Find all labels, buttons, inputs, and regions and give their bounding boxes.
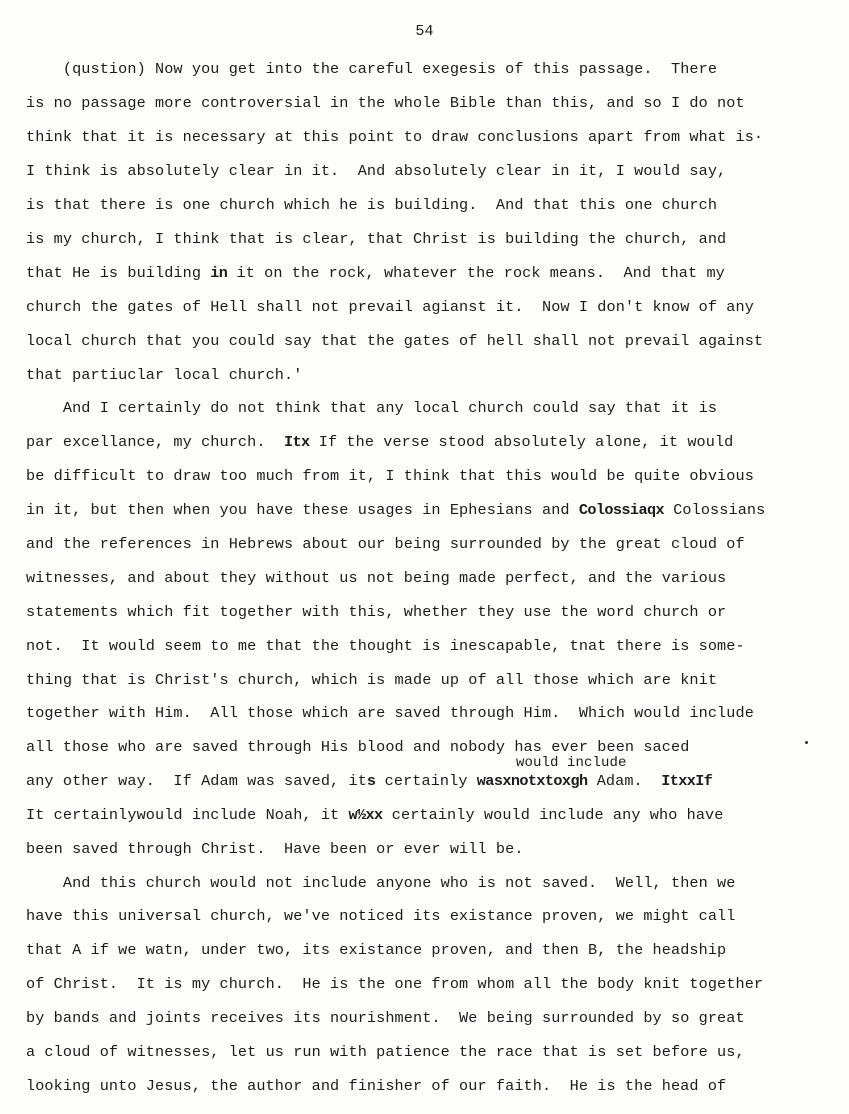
text-line-10: that partiuclar local church.' [26,366,303,384]
struck-out-text: Itx [284,433,310,451]
text-line-4: I think is absolutely clear in it. And absolutely clear in it, I would say, [26,162,727,180]
text-line-22 [26,771,712,791]
text-line-12 [26,432,733,452]
struck-out-text: w½xx [348,806,383,824]
text-line-31: looking unto Jesus, the author and finisher of our faith. He is the head of [26,1077,727,1095]
text-line-14 [26,500,765,520]
text-line-3: think that it is necessary at this point to draw conclusions apart from what is· [26,128,764,146]
line-12-rest: If the verse stood absolutely alone, it would [309,433,734,451]
stray-mark [805,741,808,744]
line-12-start: par excellance, my church. [26,433,284,451]
line-23-rest: certainly would include any who have [382,806,724,824]
text-line-30: a cloud of witnesses, let us run with patience the race that is set before us, [26,1043,745,1061]
text-line-23 [26,805,723,825]
text-line-26: have this universal church, we've noticed its existance proven, we might call [26,907,736,925]
interlinear-insertion: would include [516,755,627,771]
text-line-15: and the references in Hebrews about our being surrounded by the great cloud of [26,535,745,553]
text-line-6: is my church, I think that is clear, that Christ is building the church, and [26,230,727,248]
text-line-8: church the gates of Hell shall not prevail agianst it. Now I don't know of any [26,298,754,316]
page-number: 54 [415,23,434,40]
text-line-29: by bands and joints receives its nourishment. We being surrounded by so great [26,1009,745,1027]
text-line-18: not. It would seem to me that the thought is inescapable, tnat there is some- [26,637,745,655]
struck-out-text: in [210,264,228,282]
text-line-13: be difficult to draw too much from it, I think that this would be quite obvious [26,467,754,485]
text-line-17: statements which fit together with this, whether they use the word church or [26,603,727,621]
line-7-start: that He is building [26,264,211,282]
line-22-mid: certainly [375,772,477,790]
text-line-2: is no passage more controversial in the whole Bible than this, and so I do not [26,94,745,112]
struck-out-text: wasxnotxtoxgh [476,772,588,790]
text-line-24: been saved through Christ. Have been or ever will be. [26,840,524,858]
line-23-start: It certainlywould include Noah, it [26,806,349,824]
line-22-rest: Adam. [587,772,662,790]
struck-out-text: Colossiaqx [578,501,664,519]
text-line-9: local church that you could say that the gates of hell shall not prevail against [26,332,764,350]
struck-out-text-end: ItxxIf [661,772,713,790]
text-line-5: is that there is one church which he is building. And that this one church [26,196,718,214]
text-line-1: (qustion) Now you get into the careful exegesis of this passage. There [26,60,718,78]
text-line-11: And I certainly do not think that any local church could say that it is [26,399,718,417]
text-line-19: thing that is Christ's church, which is made up of all those which are knit [26,671,718,689]
line-14-rest: Colossians [663,501,766,519]
text-line-20: together with Him. All those which are saved through Him. Which would include [26,704,754,722]
line-22-start: any other way. If Adam was saved, it [26,772,367,790]
line-7-rest: it on the rock, whatever the rock means. And that my [227,264,725,282]
text-line-28: of Christ. It is my church. He is the one from whom all the body knit together [26,975,764,993]
struck-out-char: s [366,772,376,790]
line-14-start: in it, but then when you have these usages in Ephesians and [26,501,579,519]
text-line-25: And this church would not include anyone who is not saved. Well, then we [26,874,736,892]
text-line-7 [26,263,725,283]
text-line-16: witnesses, and about they without us not being made perfect, and the various [26,569,727,587]
text-line-27: that A if we watn, under two, its existance proven, and then B, the headship [26,941,727,959]
text-line-21: all those who are saved through His blood and nobody has ever been saced [26,738,690,756]
